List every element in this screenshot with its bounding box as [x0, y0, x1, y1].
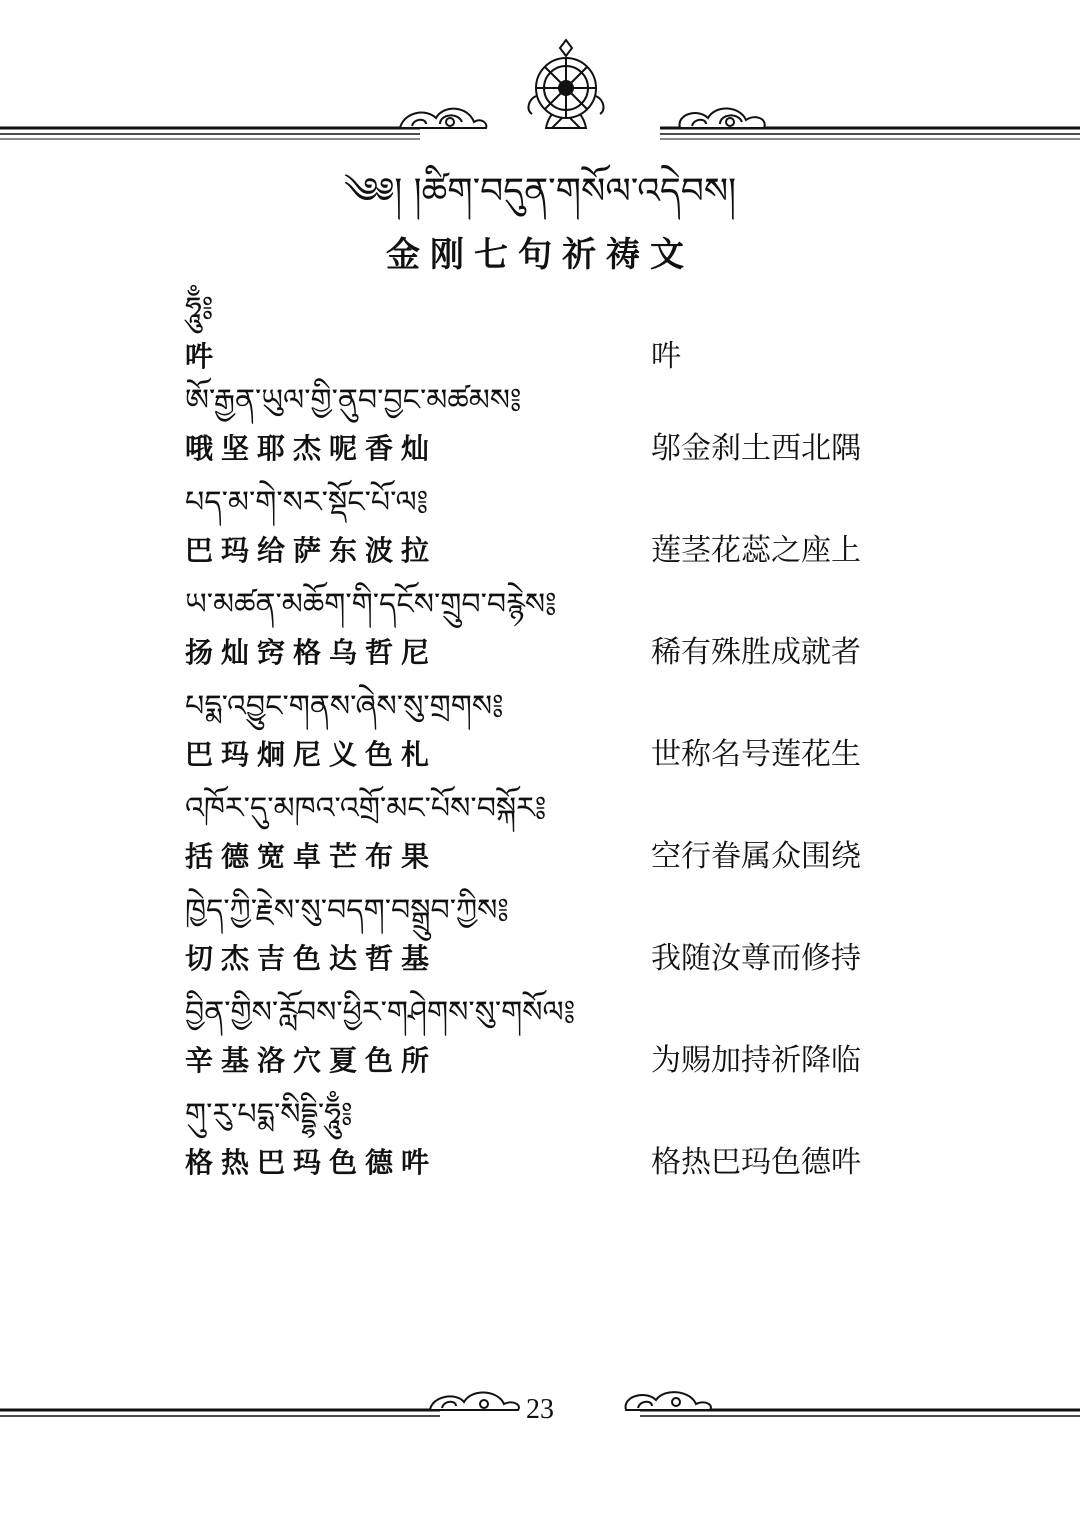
- tibetan-line: ཡ་མཚན་མཆོག་གི་དངོས་གྲུབ་བརྙེས༔: [185, 587, 557, 622]
- verse-1: [185, 285, 905, 377]
- cloud-scroll-left-icon: [400, 109, 486, 128]
- tibetan-line: གུ་རུ་པདྨ་སིདྡྷི་ཧཱུྃ༔: [185, 1097, 353, 1132]
- chinese-translation: 邬金刹土西北隅: [651, 431, 861, 466]
- chinese-translation: 格热巴玛色德吽: [651, 1145, 861, 1180]
- verse-4: [185, 581, 905, 683]
- chinese-translation: 为赐加持祈降临: [651, 1043, 861, 1078]
- phonetic-line: 巴玛给萨东波拉: [185, 534, 438, 567]
- dharma-wheel-icon: [529, 40, 604, 128]
- tibetan-line: པད་མ་གེ་སར་སྡོང་པོ་ལ༔: [185, 485, 429, 520]
- verse-2: [185, 377, 905, 479]
- chinese-title: 金刚七句祈祷文: [386, 235, 694, 275]
- tibetan-line: ཁྱེད་ཀྱི་རྗེས་སུ་བདག་བསྒྲུབ་ཀྱིས༔: [185, 893, 509, 928]
- phonetic-line: 格热巴玛色德吽: [185, 1146, 438, 1179]
- verse-7: [185, 887, 905, 989]
- verse-9: [185, 1091, 905, 1193]
- chinese-translation: 莲茎花蕊之座上: [651, 533, 861, 568]
- tibetan-line: ཨོ་རྒྱན་ཡུལ་གྱི་ནུབ་བྱང་མཚམས༔: [185, 383, 522, 418]
- verse-6: [185, 785, 905, 887]
- tibetan-line: འཁོར་དུ་མཁའ་འགྲོ་མང་པོས་བསྐོར༔: [185, 791, 547, 826]
- tibetan-line: པདྨ་འབྱུང་གནས་ཞེས་སུ་གྲགས༔: [185, 689, 504, 724]
- header-rule-left: [0, 128, 420, 139]
- phonetic-line: 括德宽卓芒布果: [185, 840, 438, 873]
- verse-5: [185, 683, 905, 785]
- page-number: 23: [526, 1394, 554, 1425]
- chinese-translation: 世称名号莲花生: [651, 737, 861, 772]
- tibetan-line: ཧཱུྃ༔: [185, 291, 214, 326]
- phonetic-line: 扬灿窍格乌哲尼: [185, 636, 438, 669]
- phonetic-line: 切杰吉色达哲基: [185, 942, 438, 975]
- chinese-translation: 空行眷属众围绕: [651, 839, 861, 874]
- phonetic-line: 哦坚耶杰呢香灿: [185, 432, 438, 465]
- header-rule-right: [660, 128, 1080, 139]
- chinese-translation: 我随汝尊而修持: [651, 941, 861, 976]
- chinese-translation: 吽: [651, 339, 681, 374]
- chinese-translation: 稀有殊胜成就者: [651, 635, 861, 670]
- header-ornament: [0, 0, 1080, 160]
- verse-8: [185, 989, 905, 1091]
- verse-3: [185, 479, 905, 581]
- phonetic-line: 巴玛炯尼义色札: [185, 738, 438, 771]
- phonetic-line: 辛基洛穴夏色所: [185, 1044, 438, 1077]
- prayer-verses: [185, 285, 905, 1193]
- cloud-scroll-right-icon: [680, 108, 765, 128]
- tibetan-line: བྱིན་གྱིས་རློབས་ཕྱིར་གཤེགས་སུ་གསོལ༔: [185, 995, 576, 1030]
- phonetic-line: 吽: [185, 340, 222, 373]
- tibetan-title: ༄༅། །ཚིག་བདུན་གསོལ་འདེབས།: [343, 171, 737, 212]
